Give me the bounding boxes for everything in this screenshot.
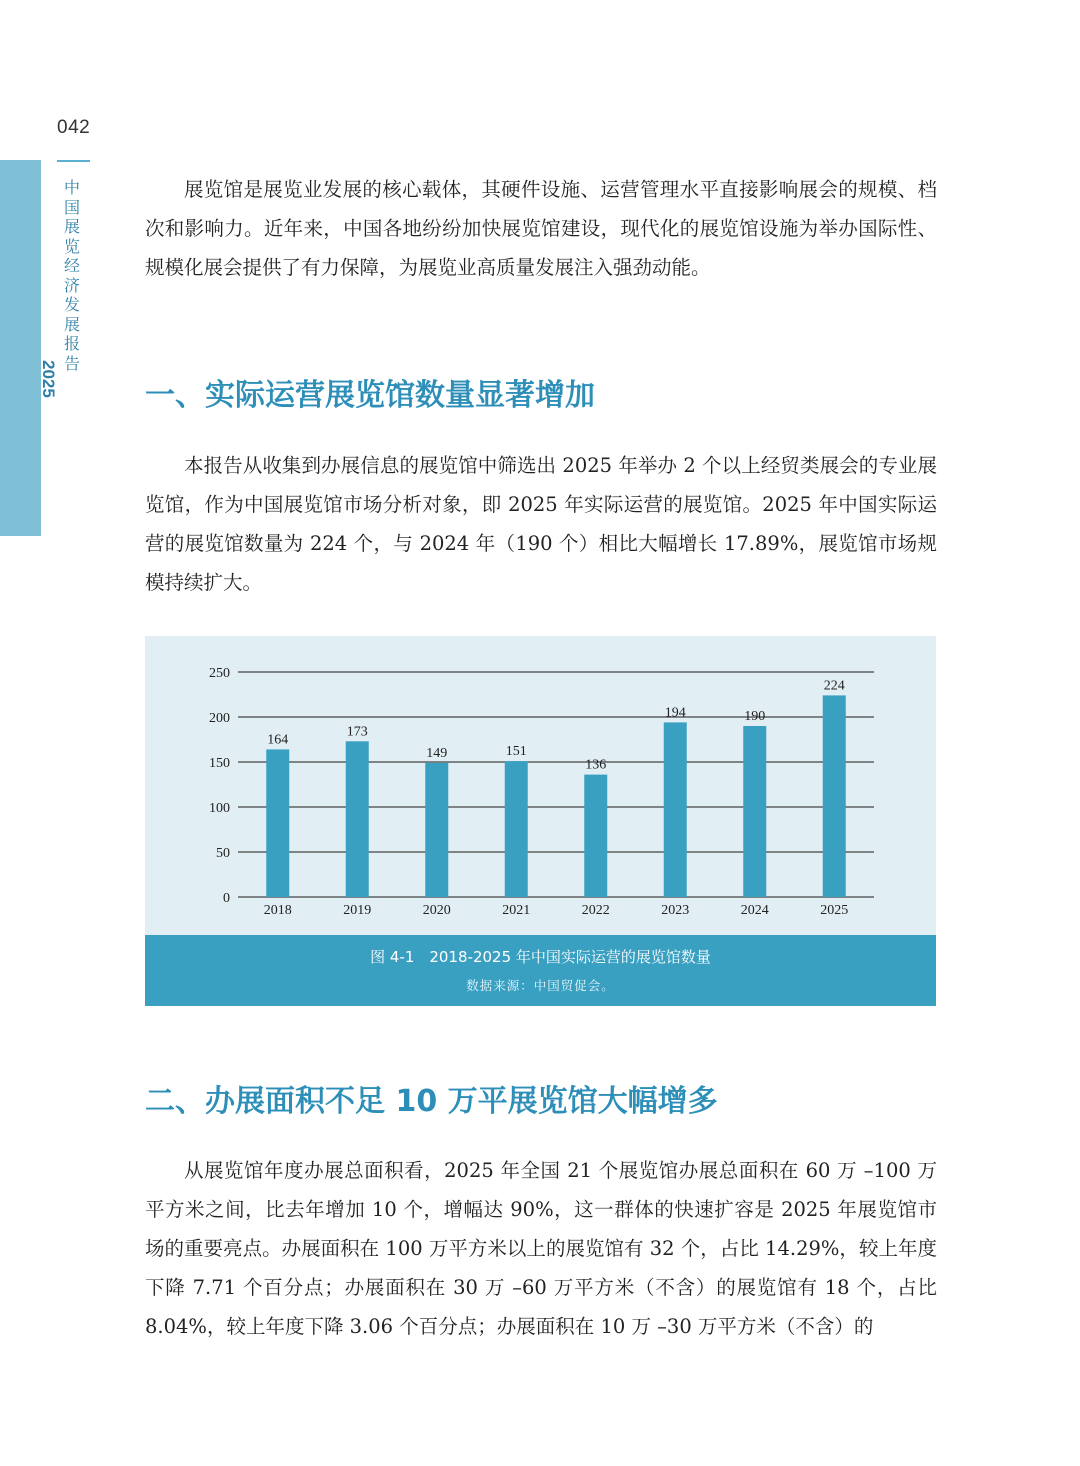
x-tick-label: 2020 [422,903,451,918]
bar [346,741,369,897]
y-tick-label: 150 [209,756,230,771]
x-tick-label: 2021 [502,903,531,918]
data-label: 173 [346,724,368,740]
bar [823,695,846,897]
x-tick-label: 2023 [661,903,690,918]
side-color-band [0,160,41,536]
running-title: 中国展览经济发展报告 [63,178,80,373]
data-label: 194 [664,705,686,721]
x-tick-label: 2025 [820,903,849,918]
figure-source: 数据来源：中国贸促会。 [466,978,615,993]
bar [425,763,448,897]
data-label: 136 [585,757,607,773]
bar [664,722,687,897]
data-label: 190 [744,709,766,724]
figure-caption: 图 4-1 2018-2025 年中国实际运营的展览馆数量 [370,948,711,966]
x-tick-label: 2022 [581,903,610,918]
section-1-heading: 一、实际运营展览馆数量显著增加 [145,378,595,413]
section-1-paragraph: 本报告从收集到办展信息的展览馆中筛选出 2025 年举办 2 个以上经贸类展会的专业展览馆，作为中国展览馆市场分析对象，即 2025 年实际运营的展览馆。2025 年中国实际运营的展览馆数量为 224 个，与 2024 年（190 个）相比大幅增长 17.89%，展览馆市场规模持续扩大。 [145,454,937,594]
y-tick-label: 250 [209,666,230,681]
bar [505,761,528,897]
bar-chart [145,636,936,935]
section-2-paragraph: 从展览馆年度办展总面积看，2025 年全国 21 个展览馆办展总面积在 60 万 –100 万平方米之间，比去年增加 10 个，增幅达 90%，这一群体的快速扩容是 2025 年展览馆市场的重要亮点。办展面积在 100 万平方米以上的展览馆有 32 个，占比 14.29%，较上年度下降 7.71 个百分点；办展面积在 30 万 –60 万平方米（不含）的展览馆有 18 个，占比 8.04%，较上年度下降 3.06 个百分点；办展面积在 10 万 –30 万平方米（不含）的 [145,1159,937,1338]
y-tick-label: 0 [223,891,230,906]
section-2-heading: 二、办展面积不足 10 万平展览馆大幅增多 [145,1084,718,1119]
x-tick-label: 2019 [343,903,372,918]
intro-paragraph: 展览馆是展览业发展的核心载体，其硬件设施、运营管理水平直接影响展会的规模、档次和影响力。近年来，中国各地纷纷加快展览馆建设，现代化的展览馆设施为举办国际性、规模化展会提供了有力保障，为展览业高质量发展注入强劲动能。 [145,178,937,279]
x-tick-label: 2024 [740,903,769,918]
bar [743,726,766,897]
page-number-rule [57,160,90,162]
data-label: 164 [267,732,289,748]
data-label: 149 [426,745,448,761]
y-tick-label: 100 [209,801,230,816]
figure-4-1 [145,636,936,1006]
y-tick-label: 200 [209,711,230,726]
bar [266,749,289,897]
page-number: 042 [57,117,91,138]
running-title-year: 2025 [39,360,58,398]
figure-caption-bar [145,935,936,1006]
data-label: 151 [505,744,527,760]
y-tick-label: 50 [216,846,230,861]
x-tick-label: 2018 [263,903,292,918]
bar [584,775,607,897]
data-label: 224 [823,678,845,694]
